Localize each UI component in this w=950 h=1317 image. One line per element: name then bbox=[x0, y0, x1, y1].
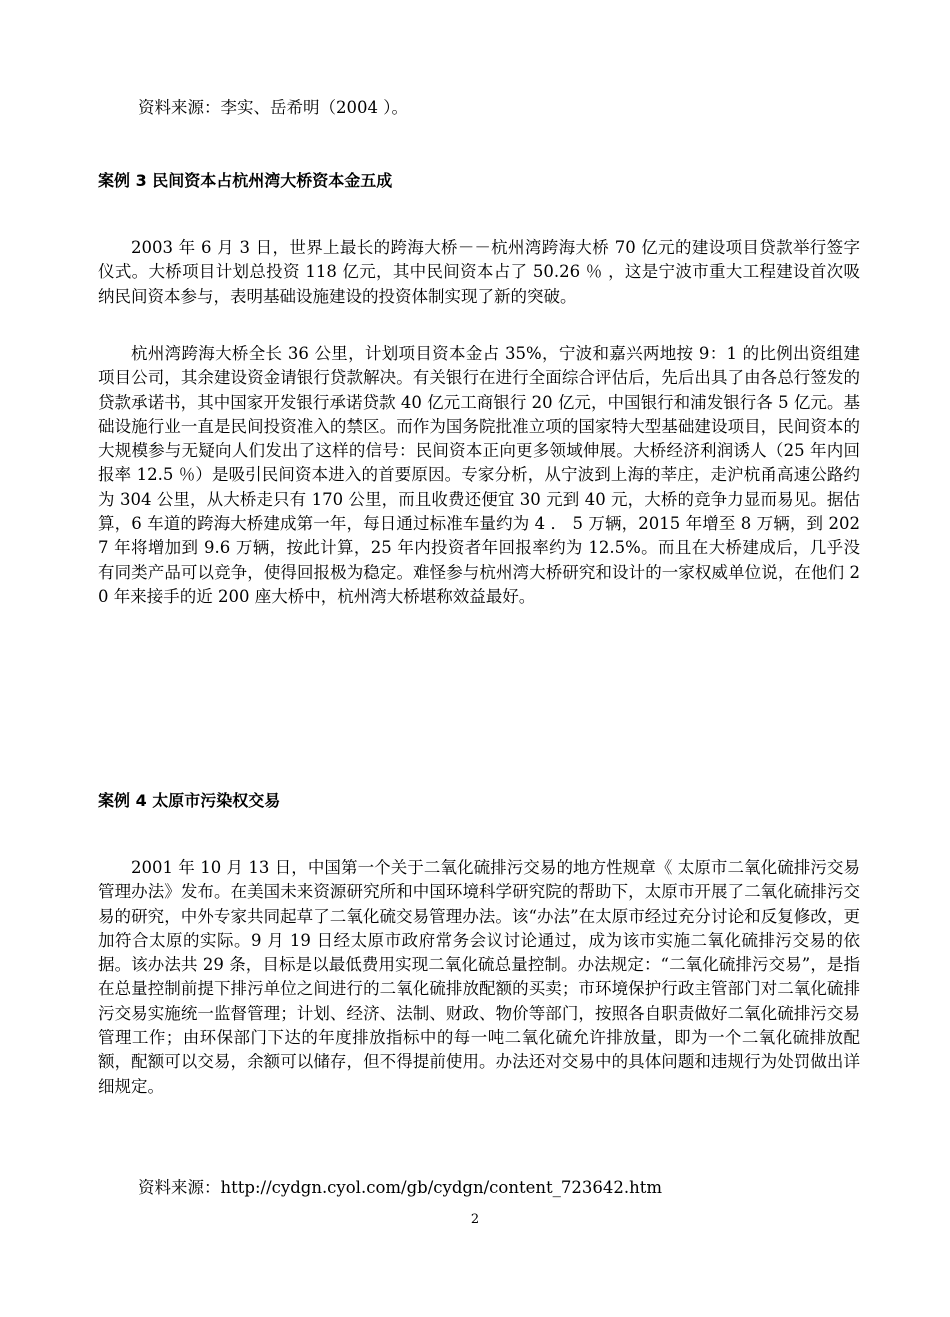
case4-paragraph-1: 2001 年 10 月 13 日，中国第一个关于二氧化硫排污交易的地方性规章《 太原市二氧化硫排污交易管理办法》发布。在美国未来资源研究所和中国环境科学研究院的帮助下，太原市开展了二氧化硫排污交易的研究，中外专家共同起草了二氧化硫交易管理办法。该“办法”在太原市经过充分讨论和反复修改，更加符合太原的实际。9 月 19 日经太原市政府常务会议讨论通过，成为该市实施二氧化硫排污交易的依据。该办法共 29 条，目标是以最低费用实现二氧化硫总量控制。办法规定：“二氧化硫排污交易”，是指在总量控制前提下排污单位之间进行的二氧化硫排放配额的买卖；市环境保护行政主管部门对二氧化硫排污交易实施统一监督管理；计划、经济、法制、财政、物价等部门，按照各自职责做好二氧化硫排污交易管理工作；由环保部门下达的年度排放指标中的每一吨二氧化硫允许排放量，即为一个二氧化硫排放配额，配额可以交易，余额可以储存，但不得提前使用。办法还对交易中的具体问题和违规行为处罚做出详细规定。 bbox=[98, 858, 860, 1096]
case3-paragraph-2: 杭州湾跨海大桥全长 36 公里，计划项目资本金占 35%，宁波和嘉兴两地按 9：1 的比例出资组建项目公司，其余建设资金请银行贷款解决。有关银行在进行全面综合评估后，先后出具了由各总行签发的贷款承诺书，其中国家开发银行承诺贷款 40 亿元工商银行 20 亿元，中国银行和浦发银行各 5 亿元。基础设施行业一直是民间投资准入的禁区。而作为国务院批准立项的国家特大型基础建设项目，民间资本的大规模参与无疑向人们发出了这样的信号：民间资本正向更多领域伸展。大桥经济利润诱人（25 年内回报率 12.5 ％）是吸引民间资本进入的首要原因。专家分析，从宁波到上海的莘庄，走沪杭甬高速公路约为 304 公里，从大桥走只有 170 公里，而且收费还便宜 30 元到 40 元，大桥的竞争力显而易见。据估算，6 车道的跨海大桥建成第一年，每日通过标准车量约为 4 ． 5 万辆，2015 年增至 8 万辆，到 2027 年将增加到 9.6 万辆，按此计算，25 年内投资者年回报率约为 12.5%。而且在大桥建成后，几乎没有同类产品可以竞争，使得回报极为稳定。难怪参与杭州湾大桥研究和设计的一家权威单位说，在他们 20 年来接手的近 200 座大桥中，杭州湾大桥堪称效益最好。 bbox=[98, 344, 860, 606]
page-number: 2 bbox=[470, 1212, 480, 1227]
case3-heading: 案例 3 民间资本占杭州湾大桥资本金五成 bbox=[98, 171, 393, 190]
case3-paragraph-1: 2003 年 6 月 3 日，世界上最长的跨海大桥－－杭州湾跨海大桥 70 亿元的建设项目贷款举行签字仪式。大桥项目计划总投资 118 亿元，其中民间资本占了 50.26 ％ ，这是宁波市重大工程建设首次吸纳民间资本参与，表明基础设施建设的投资体制实现了新的突破。 bbox=[98, 238, 860, 306]
source-citation-bottom: 资料来源：http://cydgn.cyol.com/gb/cydgn/content_723642.htm bbox=[138, 1178, 662, 1197]
source-citation-top: 资料来源：李实、岳希明（2004 ）。 bbox=[138, 98, 408, 117]
case4-heading: 案例 4 太原市污染权交易 bbox=[98, 791, 281, 810]
